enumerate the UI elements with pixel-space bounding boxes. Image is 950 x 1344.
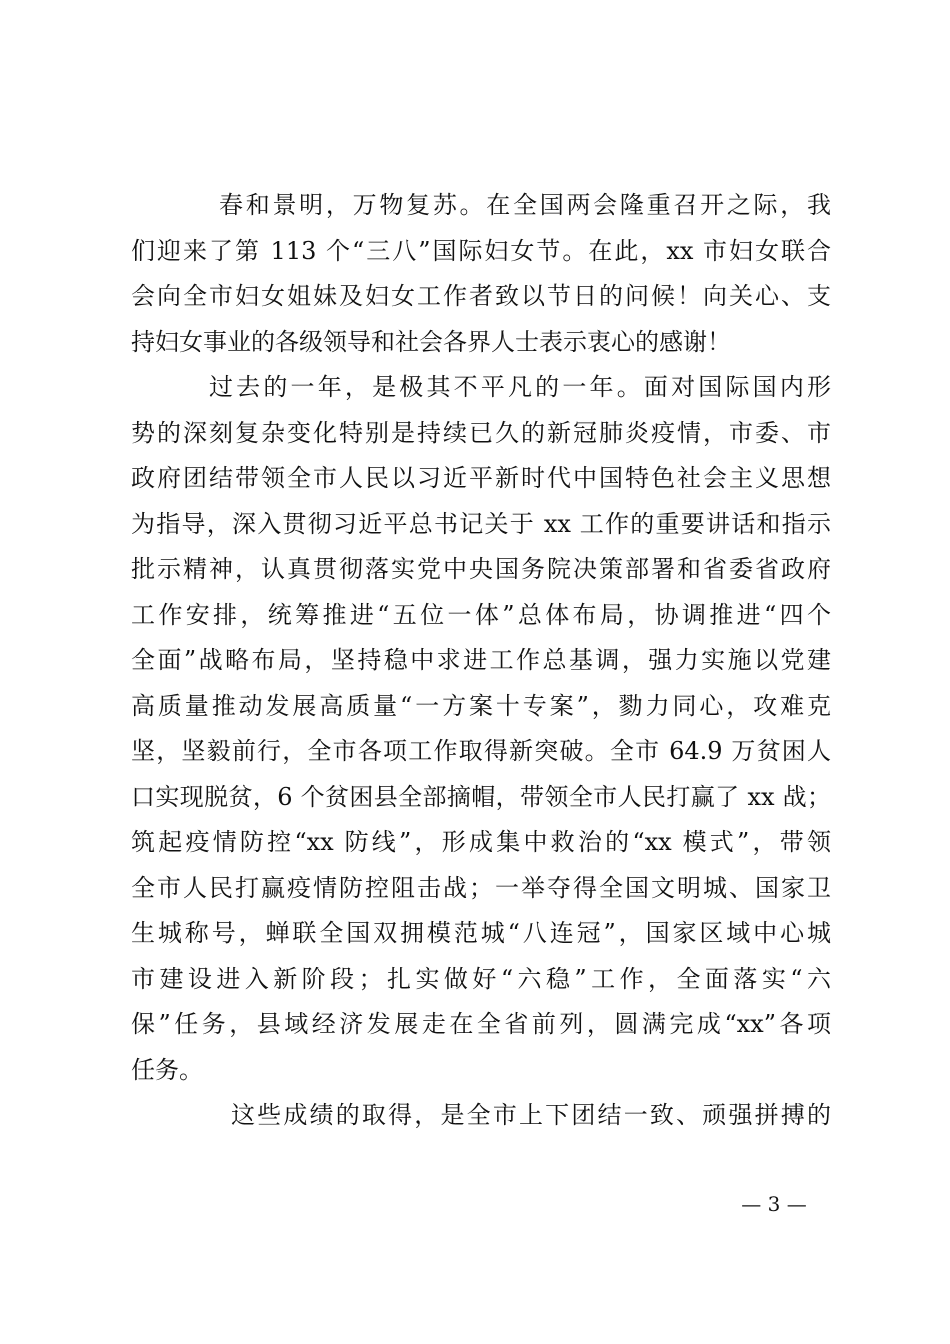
- paragraph-1: [131, 183, 831, 365]
- paragraph-3: [131, 1093, 831, 1139]
- text-line: 口实现脱贫，6 个贫困县全部摘帽，带领全市人民打赢了 xx 战；: [131, 782, 831, 811]
- text-line: 全面”战略布局，坚持稳中求进工作总基调，强力实施以党建: [131, 646, 831, 674]
- text-line: 市建设进入新阶段；扎实做好“六稳”工作，全面落实“六: [131, 964, 831, 993]
- text-line: 会向全市妇女姐妹及妇女工作者致以节日的问候！向关心、支: [131, 282, 831, 310]
- text-line: 们迎来了第 113 个“三八”国际妇女节。在此，xx 市妇女联合: [131, 236, 831, 265]
- text-line: 全市人民打赢疫情防控阻击战；一举夺得全国文明城、国家卫: [131, 873, 831, 902]
- page-number: — 3 —: [741, 1192, 807, 1216]
- text-line: 过去的一年，是极其不平凡的一年。面对国际国内形: [209, 373, 831, 401]
- text-line: 政府团结带领全市人民以习近平新时代中国特色社会主义思想: [131, 464, 831, 492]
- text-line: 持妇女事业的各级领导和社会各界人士表示衷心的感谢！: [131, 327, 731, 356]
- text-line: 坚，坚毅前行，全市各项工作取得新突破。全市 64.9 万贫困人: [131, 737, 831, 765]
- text-line: 这些成绩的取得，是全市上下团结一致、顽强拼搏的: [231, 1101, 831, 1129]
- text-line: 春和景明，万物复苏。在全国两会隆重召开之际，我: [219, 191, 831, 219]
- text-line: 高质量推动发展高质量“一方案十专案”，勠力同心，攻难克: [131, 691, 831, 720]
- text-line: 为指导，深入贯彻习近平总书记关于 xx 工作的重要讲话和指示: [131, 509, 831, 538]
- text-line: 批示精神，认真贯彻落实党中央国务院决策部署和省委省政府: [131, 555, 831, 583]
- paragraph-2: [131, 365, 831, 1093]
- body-text: [131, 183, 831, 1139]
- text-line: 任务。: [131, 1055, 203, 1084]
- text-line: 保”任务，县域经济发展走在全省前列，圆满完成“xx”各项: [131, 1010, 831, 1038]
- text-line: 生城称号，蝉联全国双拥模范城“八连冠”，国家区域中心城: [131, 919, 831, 947]
- text-line: 势的深刻复杂变化特别是持续已久的新冠肺炎疫情，市委、市: [131, 418, 831, 447]
- text-line: 工作安排，统筹推进“五位一体”总体布局，协调推进“四个: [131, 600, 831, 629]
- text-line: 筑起疫情防控“xx 防线”，形成集中救治的“xx 模式”，带领: [131, 828, 831, 856]
